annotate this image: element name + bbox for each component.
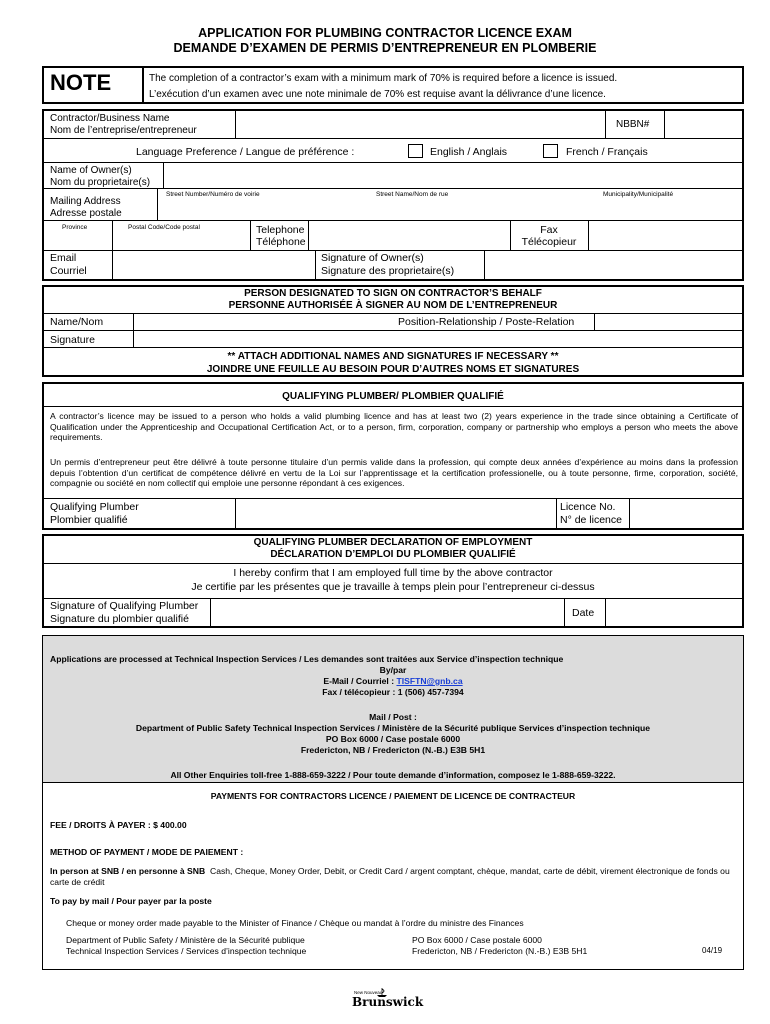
business-name-field[interactable] [236,111,604,137]
city-line: Fredericton, NB / Fredericton (N.-B.) E3B 5H1 [300,745,486,755]
note-line-fr: L’exécution d’un examen avec une note minimale de 70% est requise avant la délivrance d’une licence. [149,89,606,100]
payment-method-label: METHOD OF PAYMENT / MODE DE PAIEMENT : [50,847,244,857]
mail-label: Mail / Post : [369,712,417,722]
nbbn-label: NBBN# [616,119,650,130]
qualifying-paragraph-fr: Un permis d’entrepreneur peut être délivré à toute personne titulaire d’un permis valide dans la profession, qui compte deux années d’expérience au moins dans la profession depuis l’obtention d’un certificat de compétence délivré en vertu de la Loi sur l’apprentissage et la certification professionelle, ou à toute personne, firme, corporation, société, compagnie ou société en nom collectif qui emploie une personne répondant à ces exigences. [50,457,738,488]
declaration-heading: QUALIFYING PLUMBER DECLARATION OF EMPLOYMENT [253,537,533,548]
payments-heading: PAYMENTS FOR CONTRACTORS LICENCE / PAIEMENT DE LICENCE DE CONTRACTEUR [210,791,576,801]
mailing-address-field[interactable] [158,199,743,219]
address-city: Fredericton, NB / Fredericton (N.-B.) E3B 5H1 [412,946,588,956]
designated-signature-label: Signature [50,334,95,346]
qualifying-plumber-label-fr: Plombier qualifié [50,514,128,526]
in-person-line: In person at SNB / en personne à SNB Cash, Cheque, Money Order, Debit, or Credit Card / argent comptant, chèque, mandat, carte de débit, virement électronique de fonds ou carte de crédit [50,866,730,887]
note-line-en: The completion of a contractor’s exam with a minimum mark of 70% is required before a licence is issued. [149,73,618,84]
designated-heading: PERSON DESIGNATED TO SIGN ON CONTRACTOR’S BEHALF [244,288,542,299]
owner-signature-field[interactable] [485,251,743,279]
qualifying-plumber-label: Qualifying Plumber [50,501,139,513]
fax-field[interactable] [589,221,743,249]
attach-note-fr: JOINDRE UNE FEUILLE AU BESOIN POUR D’AUTRES NOMS ET SIGNATURES [206,364,580,375]
logo-wordmark: Brunswick [352,995,424,1009]
position-label: Position-Relationship / Poste-Relation [398,316,575,328]
logo-small-text: New Nouveau [354,990,383,995]
email-field[interactable] [113,251,314,279]
email-line: E-Mail / Courriel : TISFTN@gnb.ca [323,676,463,686]
french-label: French / Français [566,146,648,158]
language-label: Language Preference / Langue de préférence : [136,146,355,158]
by-par: By/par [379,665,407,675]
owner-signature-label: Signature of Owner(s) [321,252,424,264]
designated-signature-field[interactable] [134,331,743,346]
nbbn-field[interactable] [665,111,743,137]
note-label: NOTE [50,70,112,95]
owner-label-fr: Nom du proprietaire(s) [50,177,151,188]
street-number-label: Street Number/Numéro de voirie [166,191,260,198]
email-link[interactable]: TISFTN@gnb.ca [396,676,463,686]
qualifying-heading: QUALIFYING PLUMBER/ PLOMBIER QUALIFIÉ [282,391,504,402]
declaration-heading-fr: DÉCLARATION D’EMPLOI DU PLOMBIER QUALIFIÉ [270,549,516,560]
form-title-en: APPLICATION FOR PLUMBING CONTRACTOR LICENCE EXAM [198,26,572,40]
owner-label: Name of Owner(s) [50,165,132,176]
processing-line: Applications are processed at Technical Inspection Services / Les demandes sont traitées aux Service d’inspection technique [50,654,564,664]
attach-note: ** ATTACH ADDITIONAL NAMES AND SIGNATURES IF NECESSARY ** [227,351,559,362]
declaration-confirm: I hereby confirm that I am employed full time by the above contractor [233,567,553,579]
business-name-label-fr: Nom de l’entreprise/entrepreneur [50,125,197,136]
mailing-address-label: Mailing Address [50,196,121,207]
mailing-address-label-fr: Adresse postale [50,208,122,219]
qualifying-paragraph-en: A contractor’s licence may be issued to a person who holds a valid plumbing licence and has at least two (2) years experience in the trade since obtaining a Certificate of Qualification under the Apprenticeship and Occupational Certification Act, or to a person, firm, corporation, company or partnership who employs a person who meets the above requirements. [50,411,738,442]
address-services: Technical Inspection Services / Services d’inspection technique [66,946,307,956]
designated-name-field[interactable] [134,314,394,329]
licence-number-label-fr: N° de licence [560,514,622,526]
enquiries-line: All Other Enquiries toll-free 1-888-659-3222 / Pour toute demande d’information, composez le 1-888-659-3222. [170,770,616,780]
pay-by-mail-label: To pay by mail / Pour payer par la poste [50,896,212,906]
date-label: Date [572,607,595,619]
plumber-signature-field[interactable] [211,599,564,626]
telephone-label: Telephone [256,224,305,236]
licence-number-label: Licence No. [560,501,616,513]
email-label-fr: Courriel [50,265,87,277]
designated-heading-fr: PERSONNE AUTHORISÉE À SIGNER AU NOM DE L’ENTREPRENEUR [228,300,558,311]
department-line: Department of Public Safety Technical Inspection Services / Ministère de la Sécurité publique Services d’inspection technique [135,723,651,733]
position-field[interactable] [595,314,743,329]
street-name-label: Street Name/Nom de rue [376,191,449,198]
plumber-signature-label-fr: Signature du plombier qualifié [50,613,189,625]
telephone-label-fr: Téléphone [256,236,306,248]
address-dept: Department of Public Safety / Ministère de la Sécurité publique [66,935,305,945]
declaration-confirm-fr: Je certifie par les présentes que je travaille à temps plein pour l’entrepreneur ci-dessus [191,581,595,593]
french-checkbox[interactable] [543,144,558,158]
fax-line: Fax / télécopieur : 1 (506) 457-7394 [322,687,464,697]
province-label: Province [62,224,88,231]
form-version: 04/19 [702,946,723,955]
business-name-label: Contractor/Business Name [50,113,170,124]
licence-number-field[interactable] [630,499,743,528]
municipality-label: Municipality/Municipalité [603,191,674,198]
english-label: English / Anglais [430,146,508,158]
new-brunswick-logo [352,987,422,1009]
plumber-signature-label: Signature of Qualifying Plumber [50,600,199,612]
telephone-field[interactable] [309,221,509,249]
address-po-box: PO Box 6000 / Case postale 6000 [412,935,542,945]
qualifying-plumber-field[interactable] [236,499,555,528]
form-title-fr: DEMANDE D’EXAMEN DE PERMIS D’ENTREPRENEUR EN PLOMBERIE [173,41,597,55]
fax-label-fr: Télécopieur [521,236,577,248]
email-label: Email [50,252,77,264]
fax-label: Fax [540,224,558,236]
english-checkbox[interactable] [408,144,423,158]
designated-name-label: Name/Nom [50,316,104,328]
date-field[interactable] [606,599,743,626]
cheque-line: Cheque or money order made payable to the Minister of Finance / Chèque ou mandat à l’ordre du ministre des Finances [66,918,524,928]
owner-name-field[interactable] [164,163,743,187]
po-box-line: PO Box 6000 / Case postale 6000 [325,734,461,744]
postal-code-label: Postal Code/Code postal [128,224,200,231]
fee-line: FEE / DROITS À PAYER : $ 400.00 [50,820,187,830]
owner-signature-label-fr: Signature des proprietaire(s) [321,265,455,277]
